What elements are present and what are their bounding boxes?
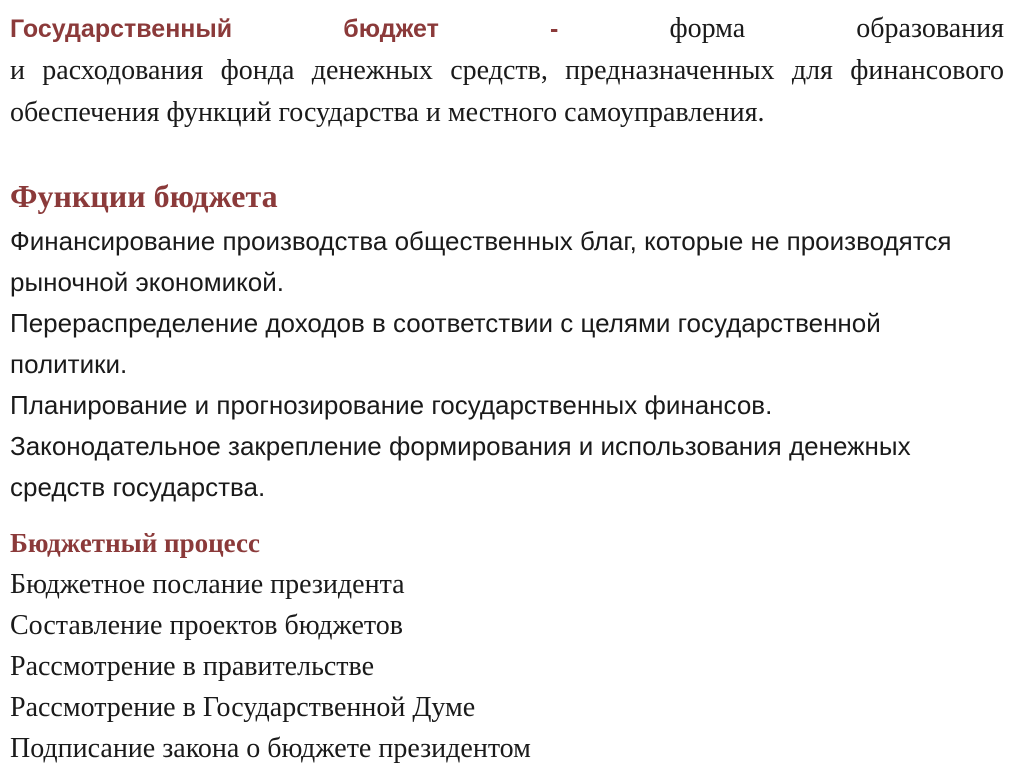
definition-body: и расходования фонда денежных средств, предназначенных для финансового обеспечения функций государства и местного самоуправления. bbox=[10, 55, 1004, 128]
process-step: Рассмотрение в правительстве bbox=[10, 651, 374, 682]
definition-dash: - bbox=[549, 15, 559, 43]
process-step: Бюджетное послание президента bbox=[10, 569, 405, 600]
function-item: Перераспределение доходов в соответствии с целями государственной политики. bbox=[10, 308, 881, 379]
function-item: Планирование и прогнозирование государственных финансов. bbox=[10, 390, 773, 420]
function-item: Финансирование производства общественных благ, которые не производятся рыночной экономикой. bbox=[10, 226, 952, 297]
process-heading: Бюджетный процесс bbox=[10, 528, 260, 558]
process-step: Рассмотрение в Государственной Думе bbox=[10, 692, 476, 723]
definition-first-line bbox=[10, 8, 1004, 50]
process-step: Составление проектов бюджетов bbox=[10, 610, 404, 641]
definition-word-form: форма bbox=[669, 13, 746, 44]
definition-term-word-2: бюджет bbox=[343, 15, 439, 43]
definition-paragraph bbox=[10, 8, 1004, 134]
process-step: Подписание закона о бюджете президентом bbox=[10, 733, 531, 764]
functions-heading: Функции бюджета bbox=[10, 178, 278, 214]
process-list bbox=[10, 564, 970, 767]
function-item: Законодательное закрепление формирования и использования денежных средств государства. bbox=[10, 431, 911, 502]
functions-list bbox=[10, 221, 970, 508]
definition-word-formation: образования bbox=[856, 13, 1004, 44]
definition-term-word-1: Государственный bbox=[10, 15, 233, 43]
